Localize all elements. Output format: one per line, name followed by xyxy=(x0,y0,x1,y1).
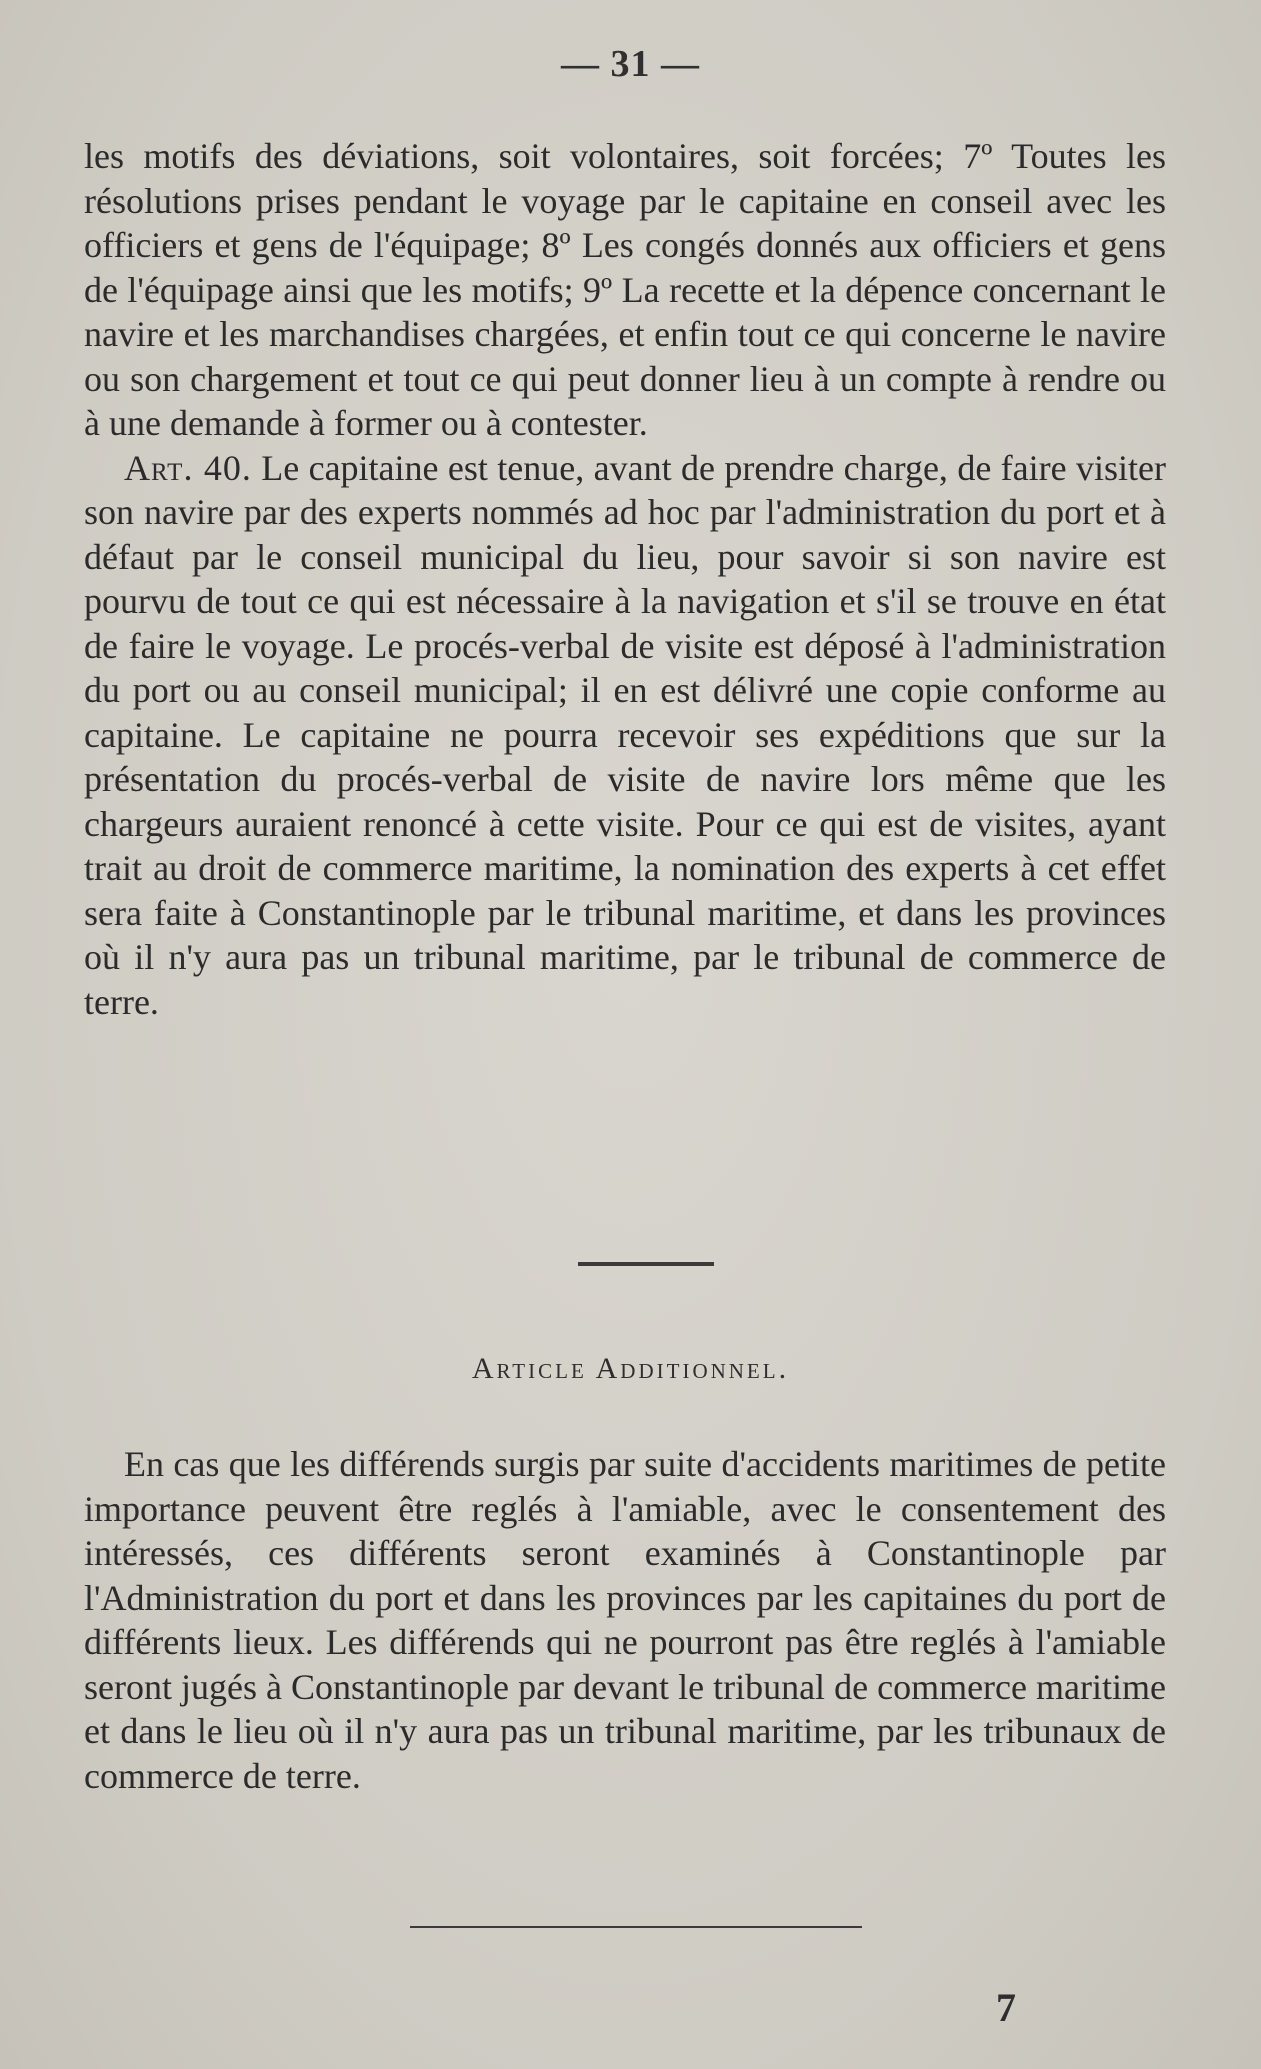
footer-divider xyxy=(410,1926,862,1928)
section-heading: Article Additionnel. xyxy=(471,1352,790,1385)
article-40-paragraph xyxy=(84,446,1166,1025)
additional-paragraph: En cas que les différends surgis par suite d'accidents maritimes de petite importance peuvent être reglés à l'amiable, avec le consentement des intéressés, ces différents seront examinés à Constantinople par l'Administration du port et dans les provinces par les capitaines du port de différents lieux. Les différends qui ne pourront pas être reglés à l'amiable seront jugés à Constantinople par devant le tribunal de commerce maritime et dans le lieu où il n'y aura pas un tribunal maritime, par les tribunaux de commerce de terre. xyxy=(84,1444,1166,1796)
article-text: Le capitaine est tenue, avant de prendre charge, de faire visiter son navire par des experts nommés ad hoc par l'administration du port et à défaut par le conseil municipal du lieu, pour savoir si son navire est pourvu de tout ce qui est nécessaire à la navigation et s'il se trouve en état de faire le voyage. Le procés-verbal de visite est déposé à l'administration du port ou au conseil municipal; il en est délivré une copie conforme au capitaine. Le capitaine ne pourra recevoir ses expéditions que sur la présentation du procés-verbal de visite de navire lors même que les chargeurs auraient renoncé à cette visite. Pour ce qui est de visites, ayant trait au droit de commerce maritime, la nomination des experts à cet effet sera faite à Constantinople par le tribunal maritime, et dans les provinces où il n'y aura pas un tribunal maritime, par le tribunal de commerce de terre. xyxy=(84,447,1166,1022)
page-number: — 31 — xyxy=(561,43,700,85)
article-label: Art. 40. xyxy=(124,447,252,488)
section-divider xyxy=(578,1262,714,1266)
printer-signature-mark: 7 xyxy=(996,1985,1016,2030)
continuation-paragraph: les motifs des déviations, soit volontaires, soit forcées; 7º Toutes les résolutions prises pendant le voyage par le capitaine en conseil avec les officiers et gens de l'équipage; 8º Les congés donnés aux officiers et gens de l'équipage ainsi que les motifs; 9º La recette et la dépence concernant le navire et les marchandises chargées, et enfin tout ce qui concerne le navire ou son chargement et tout ce qui peut donner lieu à un compte à rendre ou à une demande à former ou à contester. xyxy=(84,136,1166,443)
main-text-block xyxy=(84,134,1166,1024)
additional-text-block xyxy=(84,1442,1166,1798)
